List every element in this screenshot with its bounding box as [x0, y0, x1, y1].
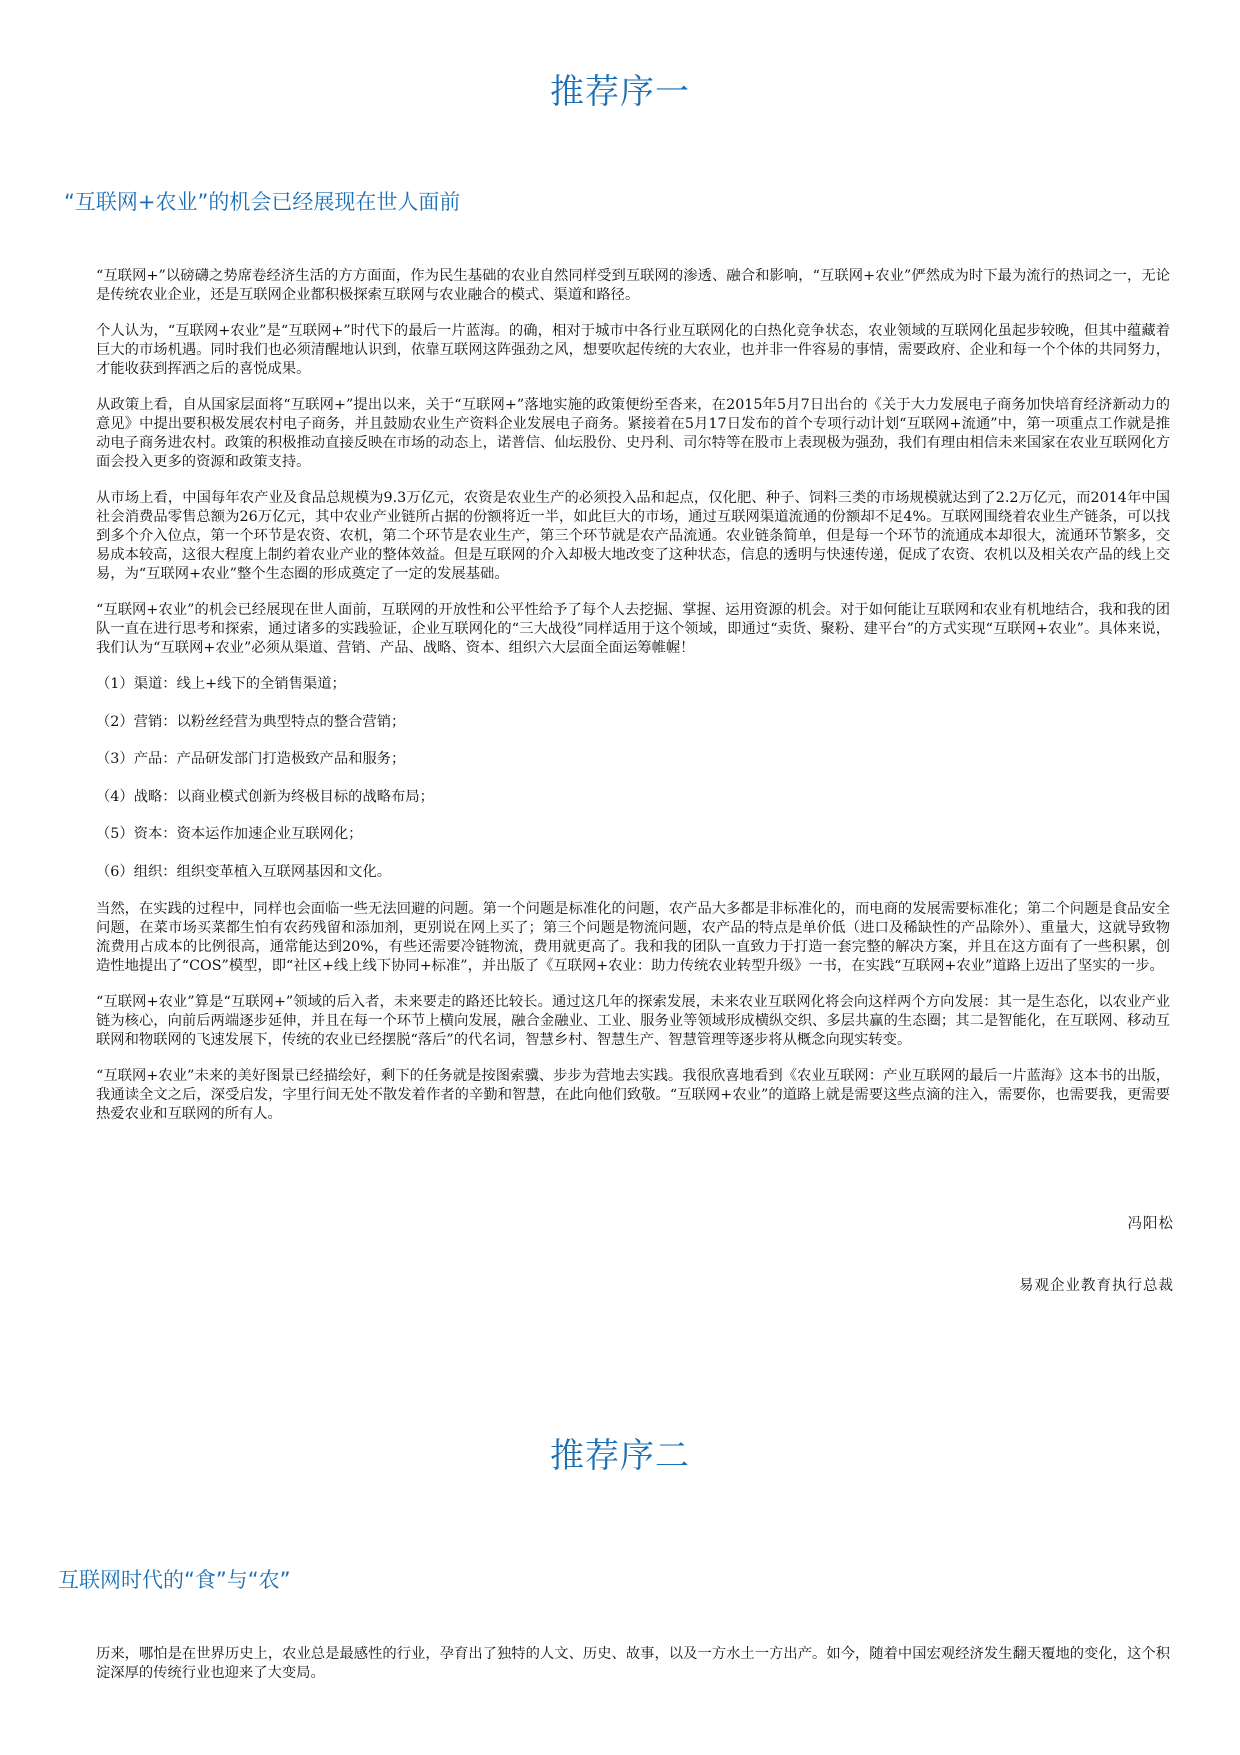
preface-two-body	[96, 1645, 1170, 1700]
paragraph: 从市场上看，中国每年农产业及食品总规模为9.3万亿元，农资是农业生产的必须投入品和起点，仅化肥、种子、饲料三类的市场规模就达到了2.2万亿元，而2014年中国社会消费品零售总额为26万亿元，其中农业产业链所占据的份额将近一半，如此巨大的市场，通过互联网渠道流通的份额却不足4%。互联网围绕着农业生产链条，可以找到多个介入位点，第一个环节是农资、农机，第二个环节是农业生产，第三个环节就是农产品流通。农业链条简单，但是每一个环节的流通成本却很大，流通环节繁多，交易成本较高，这很大程度上制约着农业产业的整体效益。但是互联网的介入却极大地改变了这种状态，信息的透明与快速传递，促成了农资、农机以及相关农产品的线上交易，为“互联网+农业”整个生态圈的形成奠定了一定的发展基础。	[96, 490, 1170, 582]
preface-one-subtitle: “互联网+农业”的机会已经展现在世人面前	[64, 190, 461, 214]
list-item: （3）产品：产品研发部门打造极致产品和服务；	[96, 751, 406, 767]
list-item: （1）渠道：线上+线下的全销售渠道；	[96, 676, 346, 692]
paragraph: “互联网+农业”的机会已经展现在世人面前，互联网的开放性和公平性给予了每个人去挖掘、掌握、运用资源的机会。对于如何能让互联网和农业有机地结合，我和我的团队一直在进行思考和探索，通过诸多的实践验证，企业互联网化的“三大战役”同样适用于这个领域，即通过“卖货、聚粉、建平台”的方式实现“互联网+农业”。具体来说，我们认为“互联网+农业”必须从渠道、营销、产品、战略、资本、组织六大层面全面运筹帷幄！	[96, 602, 1170, 656]
preface-two-subtitle: 互联网时代的“食”与“农”	[58, 1568, 291, 1592]
preface-one-title: 推荐序一	[550, 72, 690, 112]
list-item: （4）战略：以商业模式创新为终极目标的战略布局；	[96, 788, 434, 805]
list-item: （2）营销：以粉丝经营为典型特点的整合营销；	[96, 713, 406, 730]
paragraph: 个人认为，“互联网+农业”是“互联网+”时代下的最后一片蓝海。的确，相对于城市中各行业互联网化的白热化竞争状态，农业领域的互联网化虽起步较晚，但其中蕴藏着巨大的市场机遇。同时我们也必须清醒地认识到，依靠互联网这阵强劲之风，想要吹起传统的大农业，也并非一件容易的事情，需要政府、企业和每一个个体的共同努力，才能收获到挥洒之后的喜悦成果。	[96, 323, 1170, 377]
preface-one-body	[96, 267, 1170, 1141]
author-title: 易观企业教育执行总裁	[1019, 1278, 1174, 1294]
list-item: （5）资本：资本运作加速企业互联网化；	[96, 826, 363, 842]
paragraph: 从政策上看，自从国家层面将“互联网+”提出以来，关于“互联网+”落地实施的政策便纷至沓来，在2015年5月7日出台的《关于大力发展电子商务加快培育经济新动力的意见》中提出要积极发展农村电子商务，并且鼓励农业生产资料企业发展电子商务。紧接着在5月17日发布的首个专项行动计划“互联网+流通”中，第一项重点工作就是推动电子商务进农村。政策的积极推动直接反映在市场的动态上，诺普信、仙坛股份、史丹利、司尔特等在股市上表现极为强劲，我们有理由相信未来国家在农业互联网化方面会投入更多的资源和政策支持。	[96, 397, 1170, 470]
paragraph: “互联网+”以磅礴之势席卷经济生活的方方面面，作为民生基础的农业自然同样受到互联网的渗透、融合和影响，“互联网+农业”俨然成为时下最为流行的热词之一，无论是传统农业企业，还是互联网企业都积极探索互联网与农业融合的模式、渠道和路径。	[96, 268, 1170, 303]
author-name: 冯阳松	[1127, 1216, 1174, 1232]
paragraph: 历来，哪怕是在世界历史上，农业总是最感性的行业，孕育出了独特的人文、历史、故事，以及一方水土一方出产。如今，随着中国宏观经济发生翻天覆地的变化，这个积淀深厚的传统行业也迎来了大变局。	[96, 1646, 1170, 1681]
paragraph: “互联网+农业”未来的美好图景已经描绘好，剩下的任务就是按图索骥、步步为营地去实践。我很欣喜地看到《农业互联网：产业互联网的最后一片蓝海》这本书的出版，我通读全文之后，深受启发，字里行间无处不散发着作者的辛勤和智慧，在此向他们致敬。“互联网+农业”的道路上就是需要这些点滴的注入，需要你，也需要我，更需要热爱农业和互联网的所有人。	[96, 1068, 1170, 1122]
paragraph: 当然，在实践的过程中，同样也会面临一些无法回避的问题。第一个问题是标准化的问题，农产品大多都是非标准化的，而电商的发展需要标准化；第二个问题是食品安全问题，在菜市场买菜都生怕有农药残留和添加剂，更别说在网上买了；第三个问题是物流问题，农产品的特点是单价低（进口及稀缺性的产品除外）、重量大，这就导致物流费用占成本的比例很高，通常能达到20%，有些还需要冷链物流，费用就更高了。我和我的团队一直致力于打造一套完整的解决方案，并且在这方面有了一些积累，创造性地提出了“COS”模型，即“社区+线上线下协同+标准”，并出版了《互联网+农业：助力传统农业转型升级》一书，在实践“互联网+农业”道路上迈出了坚实的一步。	[96, 901, 1170, 974]
preface-two-title: 推荐序二	[550, 1436, 690, 1476]
list-item: （6）组织：组织变革植入互联网基因和文化。	[96, 863, 392, 880]
paragraph: “互联网+农业”算是“互联网+”领域的后入者，未来要走的路还比较长。通过这几年的探索发展，未来农业互联网化将会向这样两个方向发展：其一是生态化，以农业产业链为核心，向前后两端逐步延伸，并且在每一个环节上横向发展，融合金融业、工业、服务业等领域形成横纵交织、多层共赢的生态圈；其二是智能化，在互联网、移动互联网和物联网的飞速发展下，传统的农业已经摆脱“落后”的代名词，智慧乡村、智慧生产、智慧管理等逐步将从概念向现实转变。	[96, 994, 1170, 1048]
